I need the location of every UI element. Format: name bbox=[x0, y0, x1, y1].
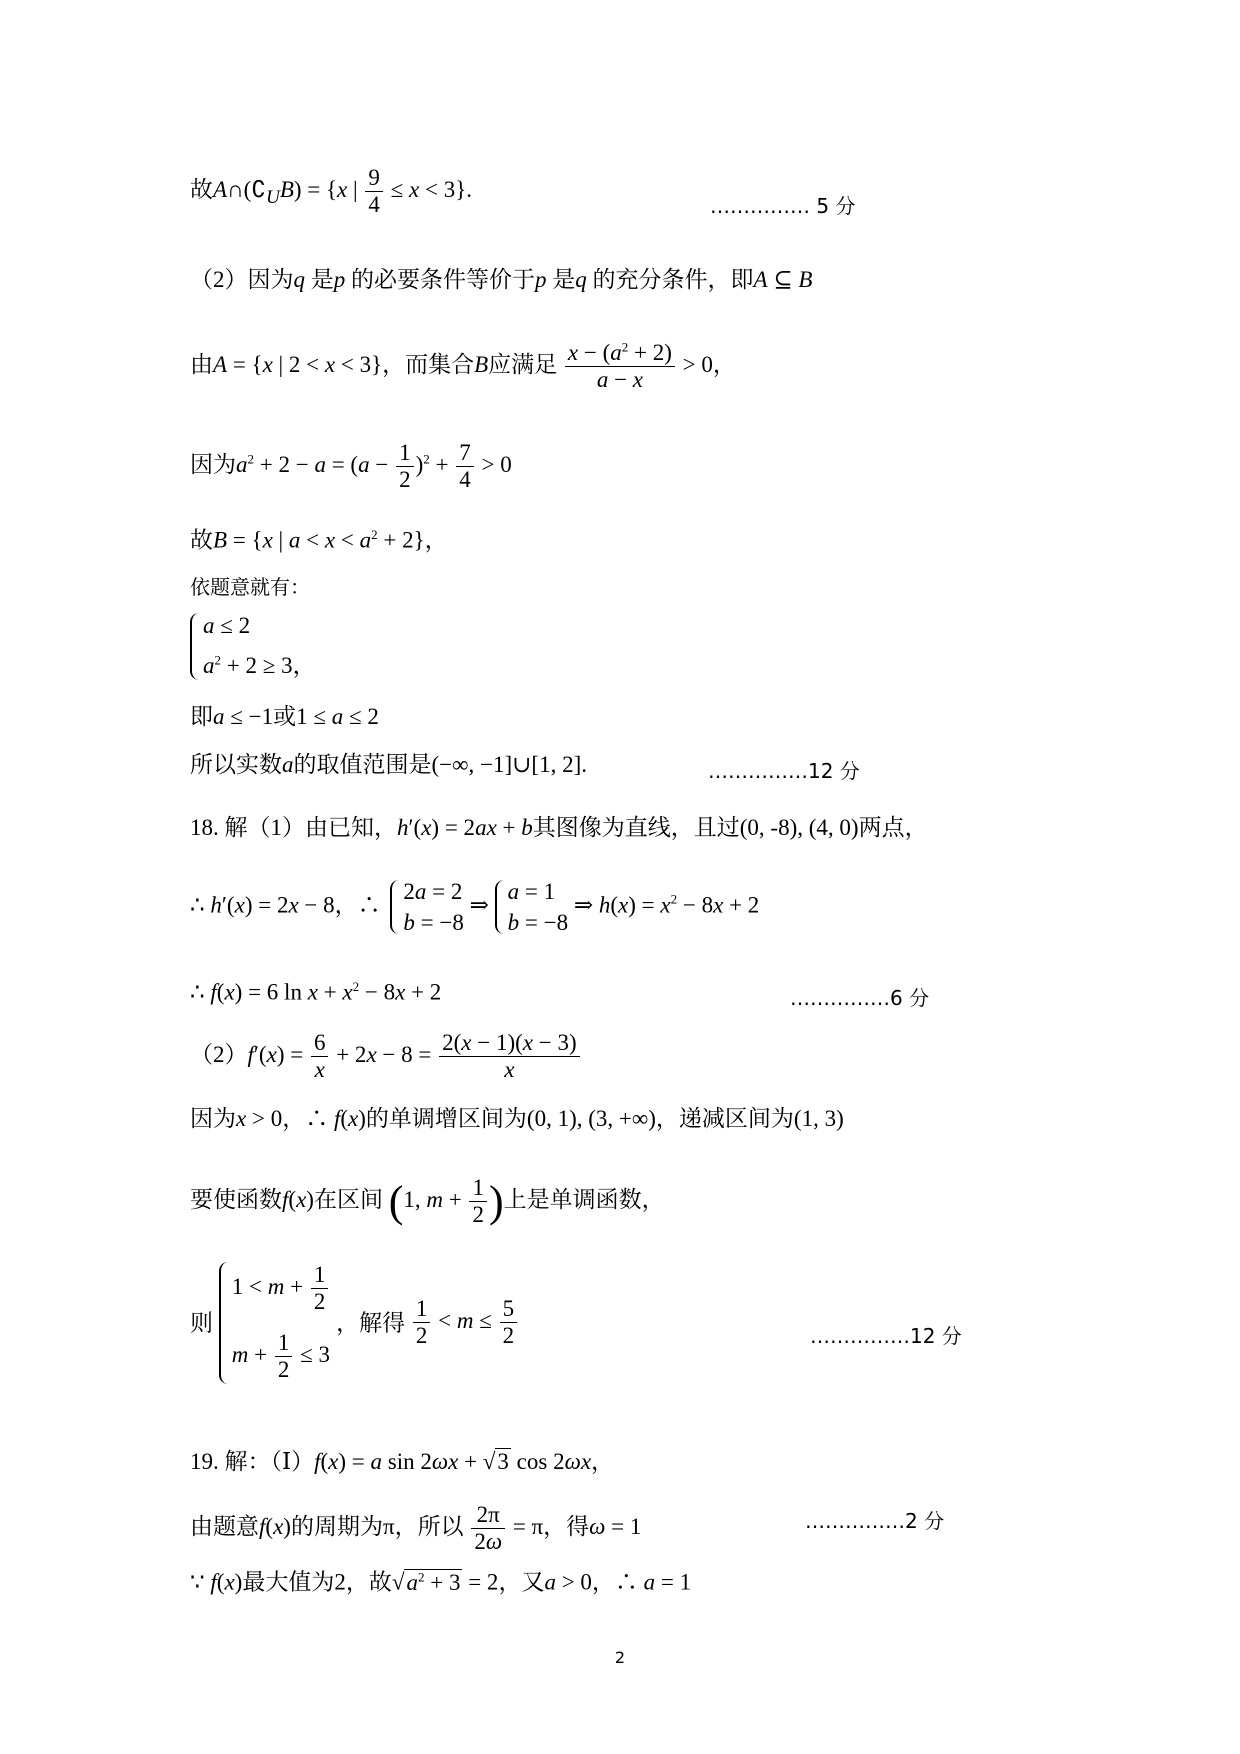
text: 则 bbox=[190, 1310, 213, 1336]
text: （2）因为 bbox=[190, 267, 294, 292]
line-set-a: 由A = {x | 2 < x < 3}，而集合B应满足 $\frac{x - (a^2 + 2)}{a - x}$ > 0， bbox=[190, 339, 736, 393]
fraction: $\frac{6}{x}$ bbox=[311, 1030, 329, 1084]
line-f-derivative: （2）f′(x) = $\frac{6}{x}$ + 2x − 8 = $\frac{2(x - 1)(x - 3)}{x}$ bbox=[190, 1030, 582, 1084]
fraction: $\frac{1}{2}$ bbox=[275, 1330, 293, 1384]
fraction: $\frac{9}{4}$ bbox=[365, 165, 383, 219]
line-f-expression: ∴ f(x) = 6 $\ln x + x^2 - 8x + 2$ bbox=[190, 979, 442, 1005]
fraction: $\frac{1}{2}$ bbox=[396, 440, 414, 494]
line-complete-square: 因为$a^2 + 2 - a = (a$ − $\frac{1}{2}$ )$^2$ + $\frac{7}{4}$ > 0 bbox=[190, 440, 512, 493]
line-q19-function: 19. 解：（Ⅰ）f(x) = a sin 2ωx + √3 cos 2ωx， bbox=[190, 1449, 615, 1474]
fraction: $\frac{5}{2}$ bbox=[500, 1296, 518, 1350]
text: 或 bbox=[273, 704, 297, 729]
text: ，得 bbox=[543, 1514, 590, 1540]
brace bbox=[390, 880, 399, 934]
text: 上是单调函数， bbox=[503, 1187, 665, 1213]
line-monotonic-intervals: 因为x > 0，∴ f(x)的单调增区间为(0, 1), (3, +∞)，递减区间为(1, 3) bbox=[190, 1106, 844, 1131]
text: 要使函数 bbox=[190, 1187, 282, 1213]
text: 的必要条件等价于 bbox=[351, 267, 535, 292]
text: 由 bbox=[190, 352, 213, 378]
text: 两点， bbox=[858, 815, 928, 840]
text: 因为 bbox=[190, 1106, 236, 1131]
fraction: $\frac{1}{2}$ bbox=[413, 1296, 431, 1350]
fraction: $\frac{2(x - 1)(x - 3)}{x}$ bbox=[439, 1030, 580, 1084]
text: 的取值范围是 bbox=[293, 752, 432, 777]
text: ， bbox=[591, 1569, 615, 1595]
line-solution-a: 即a ≤ −1或1 ≤ a ≤ 2 bbox=[190, 704, 379, 729]
fraction: $\frac{1}{2}$ bbox=[469, 1175, 487, 1229]
text: 18. 解（1）由已知， bbox=[190, 815, 397, 840]
score-5: …………… 5 分 bbox=[710, 194, 856, 218]
line-m-system: 则 1 < m + $\frac{1}{2}$ m + $\frac{1}{2}$ ≤ 3 ，解得 $\frac{1}{2}$ < m ≤ $\frac{5}{2}$ bbox=[190, 1262, 519, 1384]
score-6: ……………6 分 bbox=[790, 986, 930, 1010]
text: 即 bbox=[190, 704, 213, 729]
text: ，递减区间为 bbox=[655, 1106, 794, 1131]
line-monotonic-condition: 要使函数f(x)在区间 (1, m + $\frac{1}{2}$ )上是单调函数， bbox=[190, 1175, 665, 1228]
text: 是 bbox=[310, 267, 334, 292]
score-2: ……………2 分 bbox=[805, 1509, 945, 1533]
fraction: $\frac{1}{2}$ bbox=[311, 1262, 329, 1316]
text: ，解得 bbox=[336, 1310, 406, 1336]
fraction: $\frac{2\pi}{2\omega}$ bbox=[471, 1502, 505, 1556]
text: 19. 解：（Ⅰ） bbox=[190, 1449, 315, 1474]
text: 其图像为直线，且过 bbox=[532, 815, 740, 840]
text: （2） bbox=[190, 1042, 248, 1068]
line-condition-intro: 依题意就有： bbox=[190, 575, 310, 599]
score-12-b: ……………12 分 bbox=[810, 1324, 962, 1348]
text: 故 bbox=[190, 527, 213, 553]
text: 的周期为 bbox=[290, 1514, 383, 1540]
text: 所以实数 bbox=[190, 752, 282, 777]
line-set-b: 故B = {x | $a < x < a^2 + 2$}， bbox=[190, 527, 448, 553]
line-period: 由题意f(x)的周期为π，所以 $\frac{2\pi}{2\omega}$ = π，得ω = 1 bbox=[190, 1502, 642, 1555]
text: 的充分条件，即 bbox=[592, 267, 754, 292]
text: 应满足 bbox=[488, 352, 558, 378]
line-range-a: 所以实数a的取值范围是(−∞, −1]∪[1, 2]. bbox=[190, 752, 587, 777]
text: ，又 bbox=[498, 1569, 545, 1595]
text: 故 bbox=[190, 177, 213, 203]
text: 的单调增区间为 bbox=[365, 1106, 527, 1131]
fraction: $\frac{7}{4}$ bbox=[456, 440, 474, 494]
line-necessary-condition: （2）因为q 是p 的必要条件等价于p 是q 的充分条件，即A ⊆ B bbox=[190, 267, 813, 292]
text: 在区间 bbox=[313, 1187, 383, 1213]
line-complement-intersection: 故$A\cap(∁_UB) = \{x$ | $\frac{9}{4}$ ≤ x < 3}. bbox=[190, 165, 472, 218]
page-number: 2 bbox=[614, 1648, 626, 1667]
brace bbox=[190, 613, 199, 680]
text: 是 bbox=[552, 267, 576, 292]
text: 由题意 bbox=[190, 1514, 259, 1540]
brace bbox=[495, 880, 504, 934]
fraction: $\frac{x - (a^2 + 2)}{a - x}$ bbox=[565, 340, 675, 394]
text: . bbox=[466, 177, 472, 203]
text: 最大值为 bbox=[242, 1569, 335, 1595]
line-q18-given: 18. 解（1）由已知，h′(x) = 2ax + b其图像为直线，且过(0, -8), (4, 0)两点， bbox=[190, 815, 928, 840]
text: ，而集合 bbox=[382, 352, 475, 378]
text: ，所以 bbox=[394, 1514, 464, 1540]
line-max-value: ∵ f(x)最大值为2，故$√a^2 + 3 = 2$，又a > 0，∴ a = 1 bbox=[190, 1569, 692, 1595]
line-h-derivation: ∴ h′(x) = 2x − 8，∴ 2a = 2 b = −8 ⇒ a = 1 b = −8 ⇒ $h(x) = x^2 - 8x + 2$ bbox=[190, 879, 760, 935]
system-inequalities-a: a ≤ 2 $a^2 + 2 \ge 3$， bbox=[190, 613, 316, 680]
brace bbox=[219, 1262, 228, 1384]
text: 因为 bbox=[190, 452, 236, 478]
text: ，故 bbox=[345, 1569, 392, 1595]
score-12: ……………12 分 bbox=[708, 759, 860, 783]
